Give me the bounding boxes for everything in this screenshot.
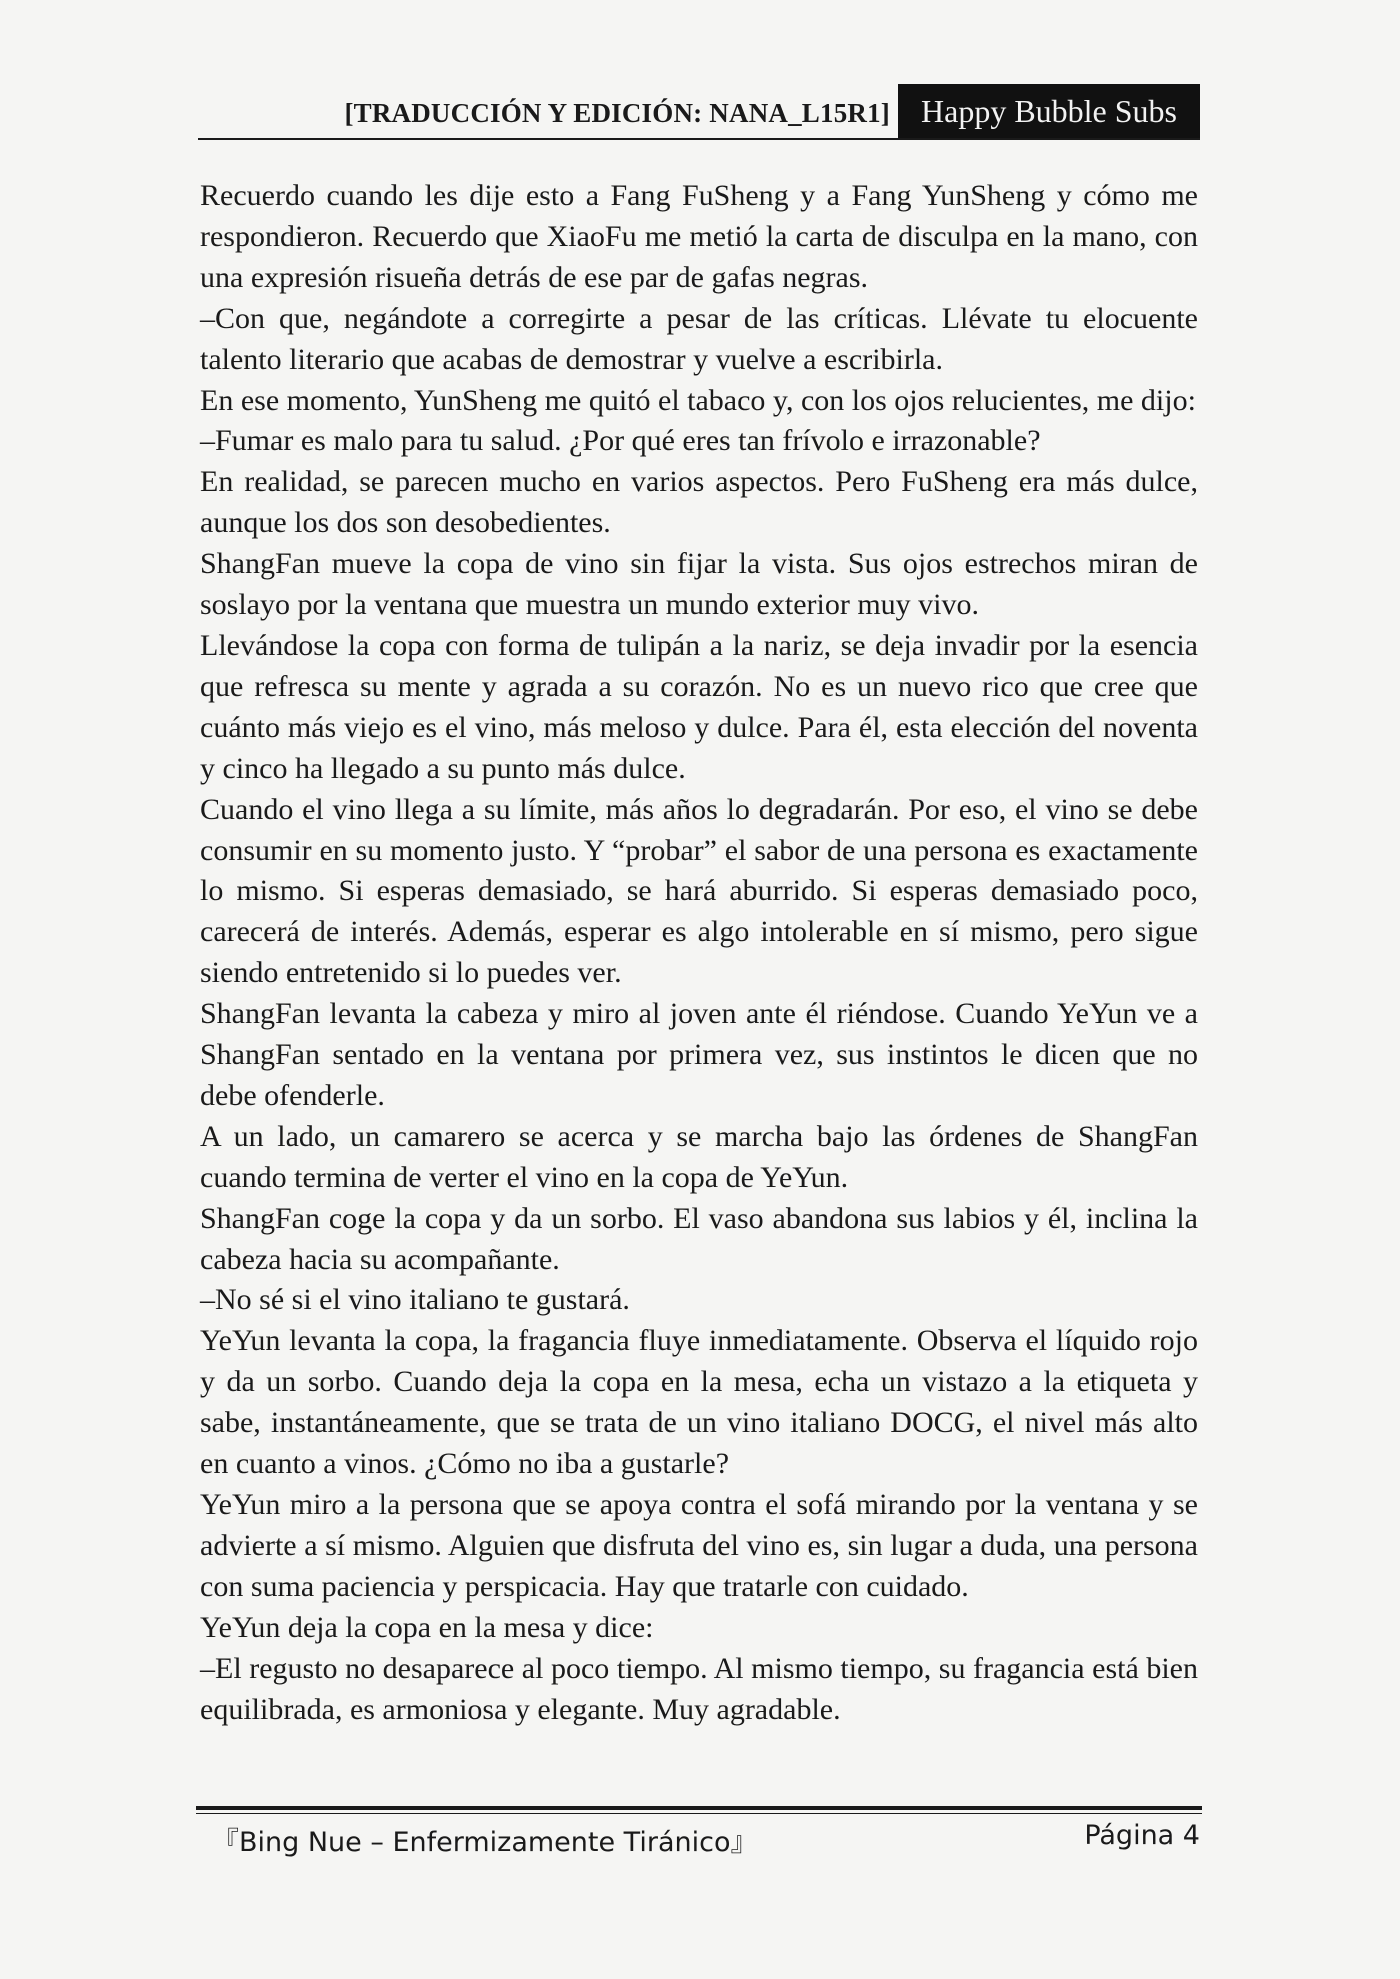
footer-page-number: Página 4	[1084, 1820, 1200, 1851]
paragraph: YeYun deja la copa en la mesa y dice:	[200, 1610, 654, 1644]
footer-rule-thick	[196, 1806, 1202, 1810]
paragraph: YeYun levanta la copa, la fragancia fluye inmediatamente. Observa el líquido rojo y da un sorbo. Cuando deja la copa en la mesa, echa un vistazo a la etiqueta y sabe, instantáneamente, que se trata de un vino italiano DOCG, el nivel más alto en cuanto a vinos. ¿Cómo no iba a gustarle?	[200, 1324, 1198, 1481]
paragraph: En realidad, se parecen mucho en varios aspectos. Pero FuSheng era más dulce, aunque los dos son desobedientes.	[200, 465, 1198, 540]
body-text	[200, 176, 1198, 1730]
paragraph: ShangFan mueve la copa de vino sin fijar la vista. Sus ojos estrechos miran de soslayo por la ventana que muestra un mundo exterior muy vivo.	[200, 547, 1198, 622]
paragraph: YeYun miro a la persona que se apoya contra el sofá mirando por la ventana y se advierte a sí mismo. Alguien que disfruta del vino es, sin lugar a duda, una persona con suma paciencia y perspicacia. Hay que tratarle con cuidado.	[200, 1488, 1198, 1603]
footer-book-title: 『Bing Nue – Enfermizamente Tiránico』	[212, 1827, 758, 1858]
footer-rule-thin	[196, 1813, 1202, 1814]
translation-credit: [TRADUCCIÓN Y EDICIÓN: NANA_L15R1]	[344, 98, 890, 128]
paragraph: Recuerdo cuando les dije esto a Fang FuSheng y a Fang YunSheng y cómo me respondieron. Recuerdo que XiaoFu me metió la carta de disculpa en la mano, con una expresión risueña detrás de ese par de gafas negras.	[200, 179, 1198, 294]
paragraph: Llevándose la copa con forma de tulipán a la nariz, se deja invadir por la esencia que refresca su mente y agrada a su corazón. No es un nuevo rico que cree que cuánto más viejo es el vino, más meloso y dulce. Para él, esta elección del noventa y cinco ha llegado a su punto más dulce.	[200, 628, 1198, 785]
brand-label: Happy Bubble Subs	[898, 84, 1200, 138]
paragraph: –Fumar es malo para tu salud. ¿Por qué eres tan frívolo e irrazonable?	[200, 424, 1041, 458]
paragraph: –No sé si el vino italiano te gustará.	[200, 1283, 630, 1317]
paragraph: Cuando el vino llega a su límite, más años lo degradarán. Por eso, el vino se debe consumir en su momento justo. Y “probar” el sabor de una persona es exactamente lo mismo. Si esperas demasiado, se hará aburrido. Si esperas demasiado poco, carecerá de interés. Además, esperar es algo intolerable en sí mismo, pero sigue siendo entretenido si lo puedes ver.	[200, 792, 1198, 990]
paragraph: En ese momento, YunSheng me quitó el tabaco y, con los ojos relucientes, me dijo:	[200, 383, 1196, 417]
paragraph: –Con que, negándote a corregirte a pesar de las críticas. Llévate tu elocuente talento literario que acabas de demostrar y vuelve a escribirla.	[200, 301, 1198, 376]
page-header	[198, 84, 1200, 140]
paragraph: –El regusto no desaparece al poco tiempo. Al mismo tiempo, su fragancia está bien equilibrada, es armoniosa y elegante. Muy agradable.	[200, 1651, 1198, 1726]
paragraph: ShangFan coge la copa y da un sorbo. El vaso abandona sus labios y él, inclina la cabeza hacia su acompañante.	[200, 1201, 1198, 1276]
paragraph: A un lado, un camarero se acerca y se marcha bajo las órdenes de ShangFan cuando termina de verter el vino en la copa de YeYun.	[200, 1119, 1198, 1194]
paragraph: ShangFan levanta la cabeza y miro al joven ante él riéndose. Cuando YeYun ve a ShangFan sentado en la ventana por primera vez, sus instintos le dicen que no debe ofenderle.	[200, 997, 1198, 1112]
